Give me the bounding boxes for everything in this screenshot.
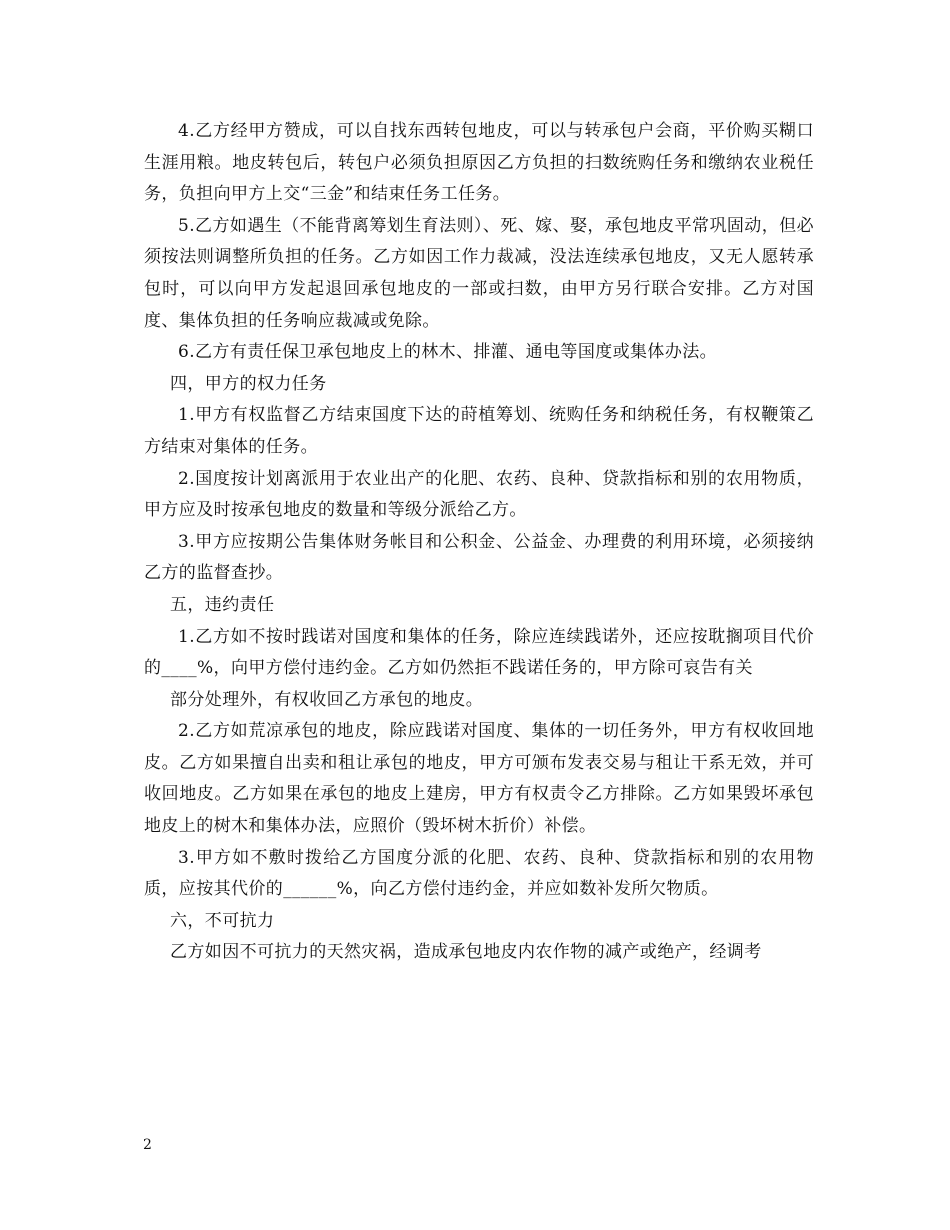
section-6-text: 乙方如因不可抗力的天然灾祸，造成承包地皮内农作物的减产或绝产，经调考 [170,942,762,963]
clause-4-3: 3.甲方应按期公告集体财务帐目和公积金、公益金、办理费的利用环境，必须接纳乙方的监督查抄。 [144,531,814,584]
clause-3-6: 6.乙方有责任保卫承包地皮上的林木、排灌、通电等国度或集体办法。 [178,342,718,363]
clause-4-2: 2.国度按计划离派用于农业出产的化肥、农药、良种、贷款指标和别的农用物质，甲方应及时按承包地皮的数量和等级分派给乙方。 [144,468,814,521]
clause-5-3: 3.甲方如不敷时拨给乙方国度分派的化肥、农药、良种、贷款指标和别的农用物质，应按其代价的______%，向乙方偿付违约金，并应如数补发所欠物质。 [144,847,814,900]
clause-5-1: 1.乙方如不按时践诺对国度和集体的任务，除应连续践诺外，还应按耽搁项目代价的____%，向甲方偿付违约金。乙方如仍然拒不践诺任务的，甲方除可哀告有关 [144,626,814,679]
document-body [144,116,814,969]
section-heading-6: 六，不可抗力 [170,910,275,931]
clause-5-1-continuation: 部分处理外，有权收回乙方承包的地皮。 [170,689,484,710]
section-heading-4: 四，甲方的权力任务 [170,373,327,394]
clause-4-1: 1.甲方有权监督乙方结束国度下达的莳植筹划、统购任务和纳税任务，有权鞭策乙方结束对集体的任务。 [144,405,814,457]
clause-3-4: 4.乙方经甲方赞成，可以自找东西转包地皮，可以与转承包户会商，平价购买糊口生涯用粮。地皮转包后，转包户必须负担原因乙方负担的扫数统购任务和缴纳农业税任务，负担向甲方上交“三金”和结束任务工任务。 [144,121,814,205]
clause-5-2: 2.乙方如荒凉承包的地皮，除应践诺对国度、集体的一切任务外，甲方有权收回地皮。乙方如果擅自出卖和租让承包的地皮，甲方可颁布发表交易与租让干系无效，并可收回地皮。乙方如果在承包的地皮上建房，甲方有权责令乙方排除。乙方如果毁坏承包地皮上的树木和集体办法，应照价（毁坏树木折价）补偿。 [144,721,814,837]
page-number: 2 [143,1137,152,1153]
section-heading-5: 五，违约责任 [170,594,275,615]
clause-3-5: 5.乙方如遇生（不能背离筹划生育法则）、死、嫁、娶，承包地皮平常巩固动，但必须按法则调整所负担的任务。乙方如因工作力裁减，没法连续承包地皮，又无人愿转承包时，可以向甲方发起退回承包地皮的一部或扫数，由甲方另行联合安排。乙方对国度、集体负担的任务响应裁减或免除。 [144,215,814,331]
